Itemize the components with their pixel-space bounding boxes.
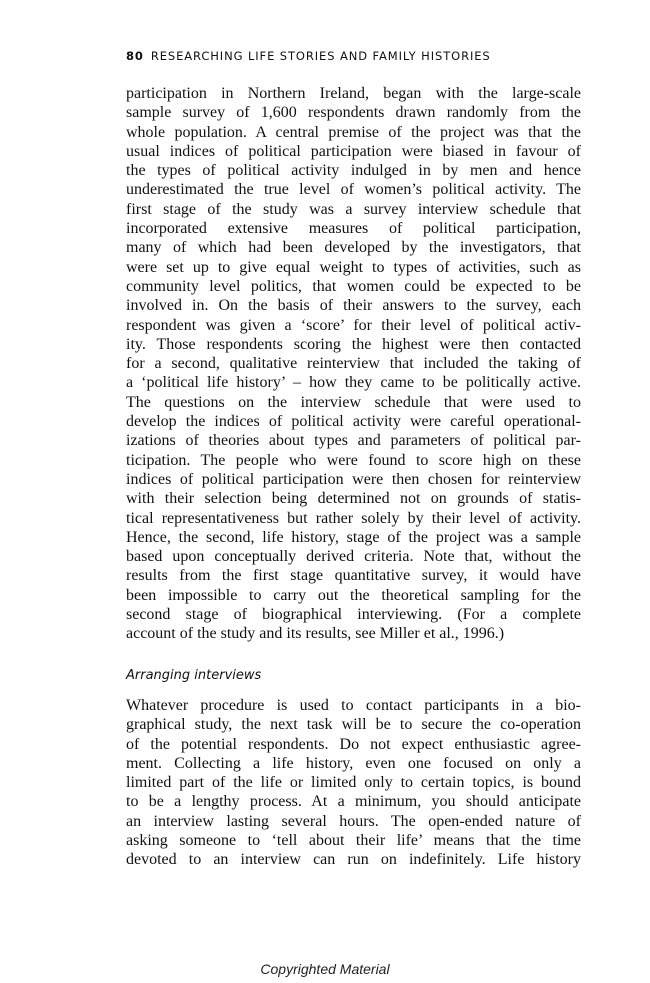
section-heading: Arranging interviews [126, 668, 262, 683]
text-line: indices of political participation were then chosen for reinterview [126, 470, 581, 488]
text-line: The questions on the interview schedule that were used to [126, 393, 581, 411]
text-line: whole population. A central premise of the project was that the [126, 123, 581, 141]
text-line: limited part of the life or limited only to certain topics, is bound [126, 774, 581, 792]
text-line: been impossible to carry out the theoretical sampling for the [126, 586, 581, 604]
copyright-notice: Copyrighted Material [260, 961, 390, 977]
text-line: sample survey of 1,600 respondents drawn randomly from the [126, 104, 581, 122]
text-line: community level politics, that women could be expected to be [126, 277, 581, 295]
text-line: Hence, the second, life history, stage of the project was a sample [126, 528, 581, 546]
text-line: graphical study, the next task will be to secure the co-operation [126, 716, 581, 734]
text-line: results from the first stage quantitative survey, it would have [126, 567, 581, 585]
text-line: devoted to an interview can run on indefinitely. Life history [126, 851, 581, 869]
body-paragraph-2 [126, 696, 581, 870]
text-line: many of which had been developed by the investigators, that [126, 239, 581, 257]
text-line: for a second, qualitative reinterview that included the taking of [126, 355, 581, 373]
text-line: involved in. On the basis of their answers to the survey, each [126, 297, 581, 315]
text-line: incorporated extensive measures of political participation, [126, 220, 581, 238]
body-paragraph-1 [126, 84, 581, 644]
text-line: based upon conceptually derived criteria. Note that, without the [126, 548, 581, 566]
text-line: account of the study and its results, see Miller et al., 1996.) [126, 625, 505, 643]
running-head [126, 49, 491, 63]
text-line: to be a lengthy process. At a minimum, you should anticipate [126, 793, 581, 811]
text-line: participation in Northern Ireland, began with the large-scale [126, 85, 581, 102]
text-line: underestimated the true level of women’s political activity. The [126, 181, 581, 199]
text-line: the types of political activity indulged in by men and hence [126, 162, 581, 180]
text-line: Whatever procedure is used to contact participants in a bio- [126, 697, 581, 714]
text-line: of the potential respondents. Do not expect enthusiastic agree- [126, 735, 581, 753]
text-line: tical representativeness but rather solely by their level of activity. [126, 509, 581, 527]
text-line: develop the indices of political activity were careful operational- [126, 413, 581, 431]
text-line: were set up to give equal weight to types of activities, such as [126, 258, 581, 276]
text-line: ticipation. The people who were found to score high on these [126, 451, 581, 469]
text-line: with their selection being determined not on grounds of statis- [126, 490, 581, 508]
text-line: izations of theories about types and parameters of political par- [126, 432, 581, 450]
text-line: usual indices of political participation were biased in favour of [126, 142, 581, 160]
text-line: ity. Those respondents scoring the highest were then contacted [126, 335, 581, 353]
text-line: asking someone to ‘tell about their life’ means that the time [126, 832, 581, 850]
page-number: 80 [126, 49, 144, 63]
text-line: respondent was given a ‘score’ for their level of political activ- [126, 316, 581, 334]
text-line: a ‘political life history’ – how they came to be politically active. [126, 374, 581, 392]
text-line: second stage of biographical interviewing. (For a complete [126, 606, 581, 624]
text-line: first stage of the study was a survey interview schedule that [126, 200, 581, 218]
text-line: an interview lasting several hours. The open-ended nature of [126, 812, 581, 830]
running-title: RESEARCHING LIFE STORIES AND FAMILY HISTORIES [150, 49, 491, 63]
text-line: ment. Collecting a life history, even one focused on only a [126, 754, 581, 772]
